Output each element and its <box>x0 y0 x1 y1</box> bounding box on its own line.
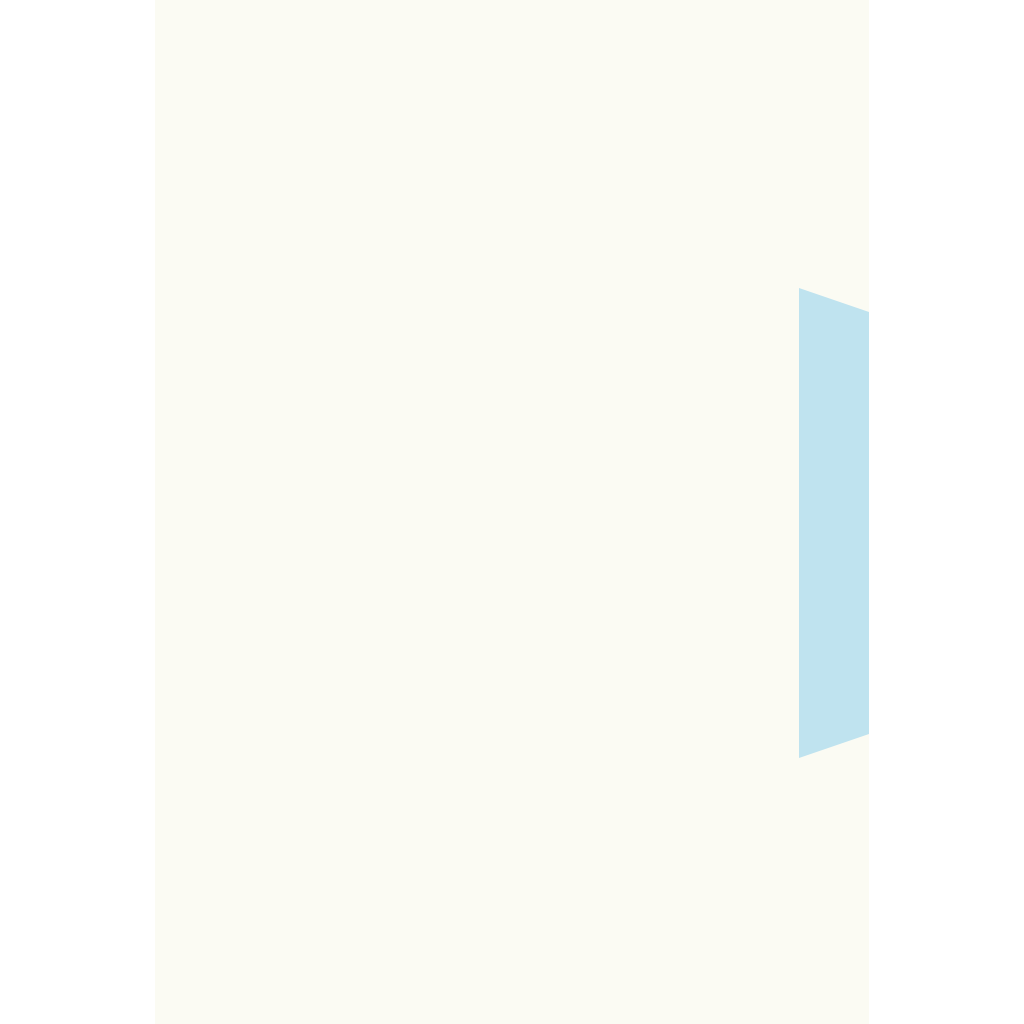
apple-pattern-top <box>155 0 869 90</box>
book-page <box>155 0 869 1024</box>
apple-pattern-bottom <box>155 938 869 1024</box>
watermark-ribbon <box>799 288 869 758</box>
